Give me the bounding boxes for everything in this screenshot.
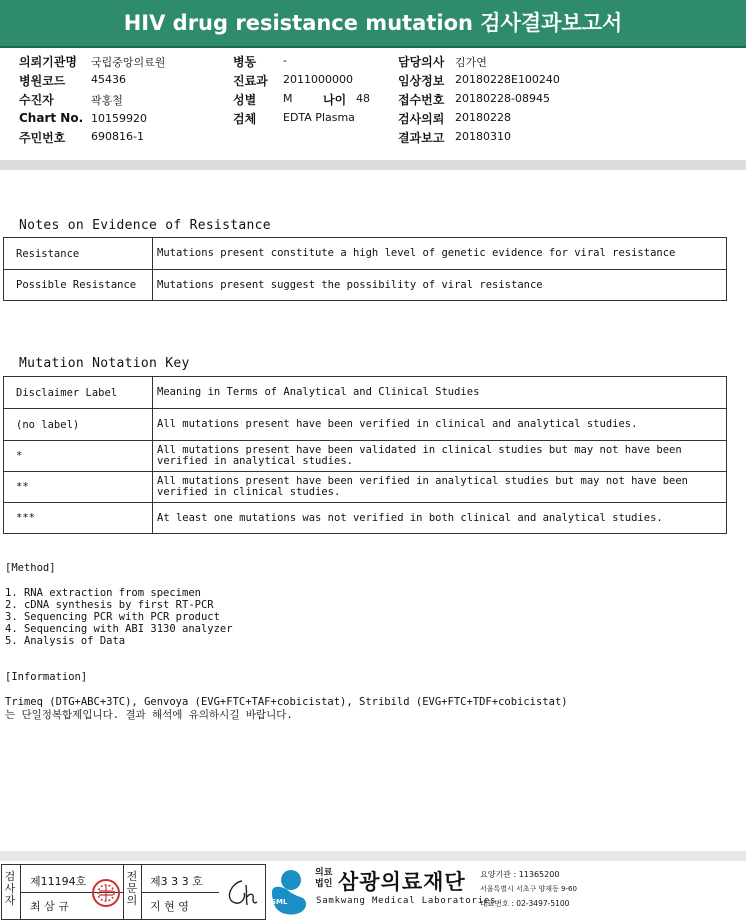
notation-table <box>3 376 727 534</box>
notation-text: Meaning in Terms of Analytical and Clinical Studies <box>153 377 727 409</box>
test-request-value: 20180228 <box>455 111 511 124</box>
chart-no-value: 10159920 <box>91 112 147 125</box>
footer-divider <box>0 851 746 861</box>
referring-institution-value: 국립중앙의료원 <box>91 56 166 69</box>
patient-info-block <box>0 48 746 160</box>
department-label: 진료과 <box>233 74 268 88</box>
clinical-info-value: 20180228E100240 <box>455 73 560 86</box>
lab-logo-icon <box>268 866 308 916</box>
resident-number-label: 주민번호 <box>19 131 66 145</box>
ward-label: 병동 <box>233 55 257 69</box>
receipt-number-value: 20180228-08945 <box>455 92 550 105</box>
test-request-label: 검사의뢰 <box>398 112 445 126</box>
clinical-info-label: 임상정보 <box>398 74 445 88</box>
notation-text: At least one mutations was not verified in both clinical and analytical studies. <box>153 503 727 534</box>
result-report-value: 20180310 <box>455 130 511 143</box>
notation-label: Disclaimer Label <box>4 377 153 409</box>
attending-physician-label: 담당의사 <box>398 55 445 69</box>
method-step: 1. RNA extraction from specimen <box>5 587 201 599</box>
lab-code: 요양기관 : 11365200 <box>480 870 560 879</box>
hospital-code-value: 45436 <box>91 73 126 86</box>
table-row <box>4 441 727 472</box>
age-label: 나이 <box>323 93 347 107</box>
method-step: 3. Sequencing PCR with PCR product <box>5 611 220 623</box>
information-line: 는 단일정복합제입니다. 결과 해석에 유의하시길 바랍니다. <box>5 709 293 721</box>
examiner-license: 제11194호 <box>30 875 87 888</box>
specialist-signature-icon <box>220 875 260 909</box>
sex-label: 성별 <box>233 93 257 107</box>
lab-address: 서울특별시 서초구 양재동 9-60 <box>480 885 577 893</box>
patient-name-value: 곽홍철 <box>91 94 123 107</box>
attending-physician-value: 김가연 <box>455 56 487 69</box>
specialist-name: 지 현 영 <box>150 900 189 913</box>
hospital-code-label: 병원코드 <box>19 74 66 88</box>
result-report-label: 결과보고 <box>398 131 445 145</box>
examiner-seal-icon <box>90 877 122 909</box>
lab-legal-tag: 의료법인 <box>315 868 333 889</box>
table-row <box>4 472 727 503</box>
divider <box>141 892 219 893</box>
information-line: Trimeq (DTG+ABC+3TC), Genvoya (EVG+FTC+TAF+cobicistat), Stribild (EVG+FTC+TDF+cobicistat) <box>5 696 568 708</box>
age-value: 48 <box>356 92 370 105</box>
evidence-text: Mutations present suggest the possibility of viral resistance <box>153 270 727 301</box>
specialist-label: 전문의 <box>126 870 138 907</box>
referring-institution-label: 의뢰기관명 <box>19 55 77 69</box>
specialist-license: 제3 3 3 호 <box>150 875 203 888</box>
lab-logo-text: SML <box>271 898 288 906</box>
notation-text: All mutations present have been verified in clinical and analytical studies. <box>153 409 727 441</box>
lab-info-block <box>268 864 746 920</box>
evidence-label: Possible Resistance <box>4 270 153 301</box>
table-row <box>4 238 727 270</box>
section-divider <box>0 160 746 170</box>
method-step: 5. Analysis of Data <box>5 635 126 647</box>
report-title: HIV drug resistance mutation 검사결과보고서 <box>123 11 623 35</box>
method-heading: [Method] <box>5 562 56 574</box>
notation-text: All mutations present have been verified in analytical studies but may not have been verified in clinical studies. <box>153 472 727 503</box>
table-row <box>4 503 727 534</box>
resident-number-value: 690816-1 <box>91 130 144 143</box>
divider <box>123 865 124 919</box>
sex-value: M <box>283 92 293 105</box>
examiner-name: 최 삼 규 <box>30 900 69 913</box>
evidence-section-title: Notes on Evidence of Resistance <box>19 218 271 233</box>
department-value: 2011000000 <box>283 73 353 86</box>
chart-no-label: Chart No. <box>19 111 84 125</box>
lab-english-name: Samkwang Medical Laboratories <box>316 896 497 906</box>
specimen-label: 검체 <box>233 112 257 126</box>
specimen-value: EDTA Plasma <box>283 111 355 124</box>
examiner-label: 검사자 <box>4 870 16 907</box>
patient-name-label: 수진자 <box>19 93 54 107</box>
notation-label: ** <box>4 472 153 503</box>
receipt-number-label: 접수번호 <box>398 93 445 107</box>
method-step: 2. cDNA synthesis by first RT-PCR <box>5 599 214 611</box>
notation-label: * <box>4 441 153 472</box>
notation-label: *** <box>4 503 153 534</box>
evidence-text: Mutations present constitute a high level of genetic evidence for viral resistance <box>153 238 727 270</box>
notation-label: (no label) <box>4 409 153 441</box>
notation-section-title: Mutation Notation Key <box>19 356 190 371</box>
evidence-label: Resistance <box>4 238 153 270</box>
lab-name: 삼광의료재단 <box>338 870 466 894</box>
table-row <box>4 270 727 301</box>
table-row <box>4 409 727 441</box>
notation-text: All mutations present have been validated in clinical studies but may not have been verified in analytical studies. <box>153 441 727 472</box>
table-row <box>4 377 727 409</box>
evidence-table <box>3 237 727 301</box>
ward-value: - <box>283 54 287 67</box>
information-heading: [Information] <box>5 671 88 683</box>
signature-box <box>1 864 266 920</box>
lab-phone: 대표번호 : 02-3497-5100 <box>480 899 570 908</box>
method-step: 4. Sequencing with ABI 3130 analyzer <box>5 623 233 635</box>
